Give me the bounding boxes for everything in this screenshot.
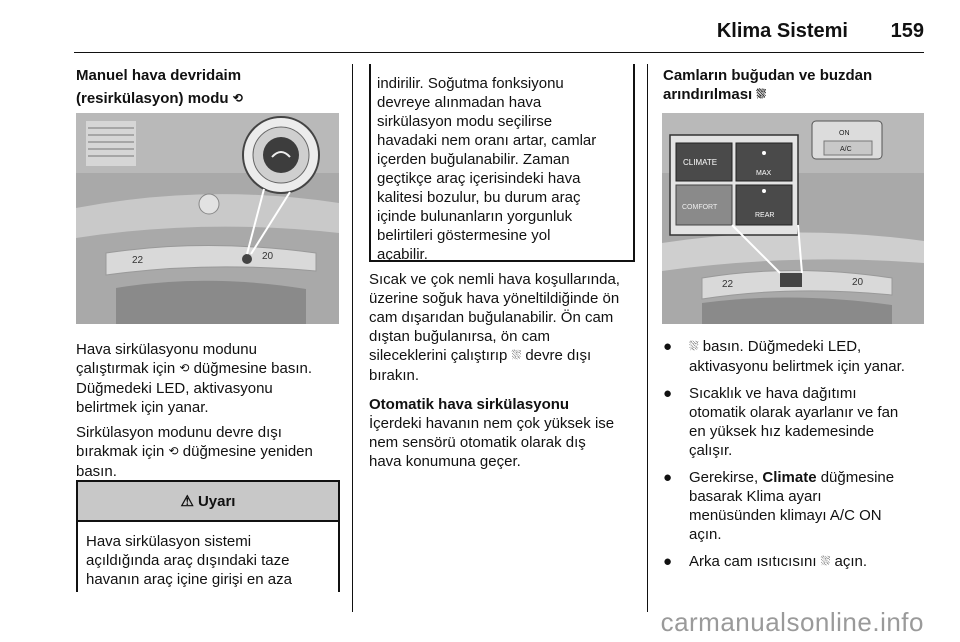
column-divider-1 — [352, 64, 353, 612]
defrost-photo — [662, 113, 924, 324]
svg-text:20: 20 — [262, 251, 274, 262]
paragraph-line: basın. — [76, 463, 117, 480]
column-divider-2 — [647, 64, 648, 612]
climate-label: CLIMATE — [683, 158, 718, 167]
section-heading: Otomatik hava sirkülasyonu — [369, 396, 570, 413]
paragraph-line: Sıcak ve çok nemli hava koşullarında, — [369, 271, 620, 288]
windscreen-defrost-icon: ⛆ — [689, 339, 699, 353]
paragraph-line: hava konumuna geçer. — [369, 453, 521, 470]
paragraph-line: İçerdeki havanın nem çok yüksek ise — [369, 415, 615, 432]
warning-body — [78, 522, 338, 589]
list-item: ● ⛆ basın. Düğmedeki LED, aktivasyonu belirtmek için yanar. — [663, 338, 905, 375]
right-bullets — [663, 337, 933, 572]
box-line: indirilir. Soğutma fonksiyonu — [377, 75, 564, 92]
paragraph-line: dıştan buğulanırsa, ön cam — [369, 328, 550, 345]
watermark: carmanualsonline.info — [660, 607, 924, 637]
section-heading: Camların buğudan ve buzdan — [663, 67, 873, 84]
recirculation-photo — [76, 113, 339, 324]
paragraph-line: bırakın. — [369, 367, 420, 384]
svg-text:REAR: REAR — [755, 212, 775, 219]
box-line: devreye alınmadan hava — [377, 94, 542, 111]
box-line: sirkülasyon modu seçilirse — [377, 113, 553, 130]
list-item: ● Gerekirse, Climate düğmesine basarak Klima ayarı menüsünden klimayı A/C ON açın. — [663, 469, 895, 543]
paragraph-line: Sirkülasyon modunu devre dışı — [76, 424, 282, 441]
warning-line: Hava sirkülasyon sistemi — [86, 533, 252, 550]
paragraph-line: cam dışarıdan buğulanabilir. Ön cam — [369, 309, 614, 326]
paragraph-line: çalıştırmak için ⟲ düğmesine basın. — [76, 360, 313, 377]
paragraph-line: Düğmedeki LED, aktivasyonu — [76, 380, 273, 397]
recirculation-icon: ⟲ — [179, 361, 190, 375]
box-line: içinde bulunanların yorgunluk — [377, 208, 573, 225]
box-line: belirtileri göstermesine yol — [377, 227, 551, 244]
paragraph-line: nem sensörü otomatik olarak dış — [369, 434, 586, 451]
list-item: ● Arka cam ısıtıcısını ⛆ açın. — [663, 553, 868, 570]
recirculation-icon: ⟲ — [232, 91, 243, 105]
svg-text:22: 22 — [722, 279, 734, 290]
svg-text:22: 22 — [132, 255, 144, 266]
warning-line: havanın araç içine girişi en aza — [86, 571, 292, 588]
warning-continuation-box — [369, 64, 635, 262]
bullet: ● — [663, 469, 673, 486]
page-header-title: Klima Sistemi — [716, 20, 848, 42]
paragraph-line: sileceklerini çalıştırıp ⛆ devre dışı — [369, 347, 592, 364]
right-heading — [663, 66, 928, 105]
box-line: kalitesi bozulur, bu durum araç — [377, 189, 581, 206]
page-number: 159 — [890, 20, 924, 42]
middle-body — [369, 270, 639, 471]
left-column — [76, 66, 342, 109]
defog-icon: ⛆ — [511, 348, 522, 362]
warning-line: açıldığında araç dışındaki taze — [86, 552, 290, 569]
section-heading: Manuel hava devridaim — [76, 67, 242, 84]
svg-text:ON: ON — [839, 130, 850, 137]
section-heading-2: arındırılması ⛆ — [663, 86, 766, 103]
svg-text:COMFORT: COMFORT — [682, 204, 718, 211]
list-item: ● Sıcaklık ve hava dağıtımı otomatik olarak ayarlanır ve fan en yüksek hız kademesinde çalışır. — [663, 385, 899, 459]
box-line: açabilir. — [377, 246, 428, 263]
section-heading-2: (resirkülasyon) modu ⟲ — [76, 90, 243, 107]
paragraph-line: belirtmek için yanar. — [76, 399, 209, 416]
svg-text:20: 20 — [852, 277, 864, 288]
paragraph-line: bırakmak için ⟲ düğmesine yeniden — [76, 443, 313, 460]
left-body — [76, 340, 346, 481]
svg-text:A/C: A/C — [840, 146, 852, 153]
paragraph-line: üzerine soğuk hava yöneltildiğinde ön — [369, 290, 620, 307]
windscreen-defrost-icon: ⛆ — [756, 87, 766, 101]
bullet: ● — [663, 385, 673, 402]
warning-box — [76, 480, 340, 592]
box-line: içerden buğulanabilir. Zaman — [377, 151, 570, 168]
bullet: ● — [663, 553, 673, 570]
recirculation-icon: ⟲ — [168, 444, 179, 458]
bullet: ● — [663, 338, 673, 355]
warning-icon: ⚠ — [180, 493, 194, 510]
rear-window-heater-icon: ⛆ — [820, 554, 831, 568]
warning-header: ⚠ Uyarı — [78, 482, 338, 522]
box-line: geçtikçe araç içerisindeki hava — [377, 170, 581, 187]
paragraph-line: Hava sirkülasyonu modunu — [76, 341, 257, 358]
box-line: havadaki nem oranı artar, camlar — [377, 132, 597, 149]
header-rule — [74, 52, 924, 53]
svg-text:MAX: MAX — [756, 170, 772, 177]
